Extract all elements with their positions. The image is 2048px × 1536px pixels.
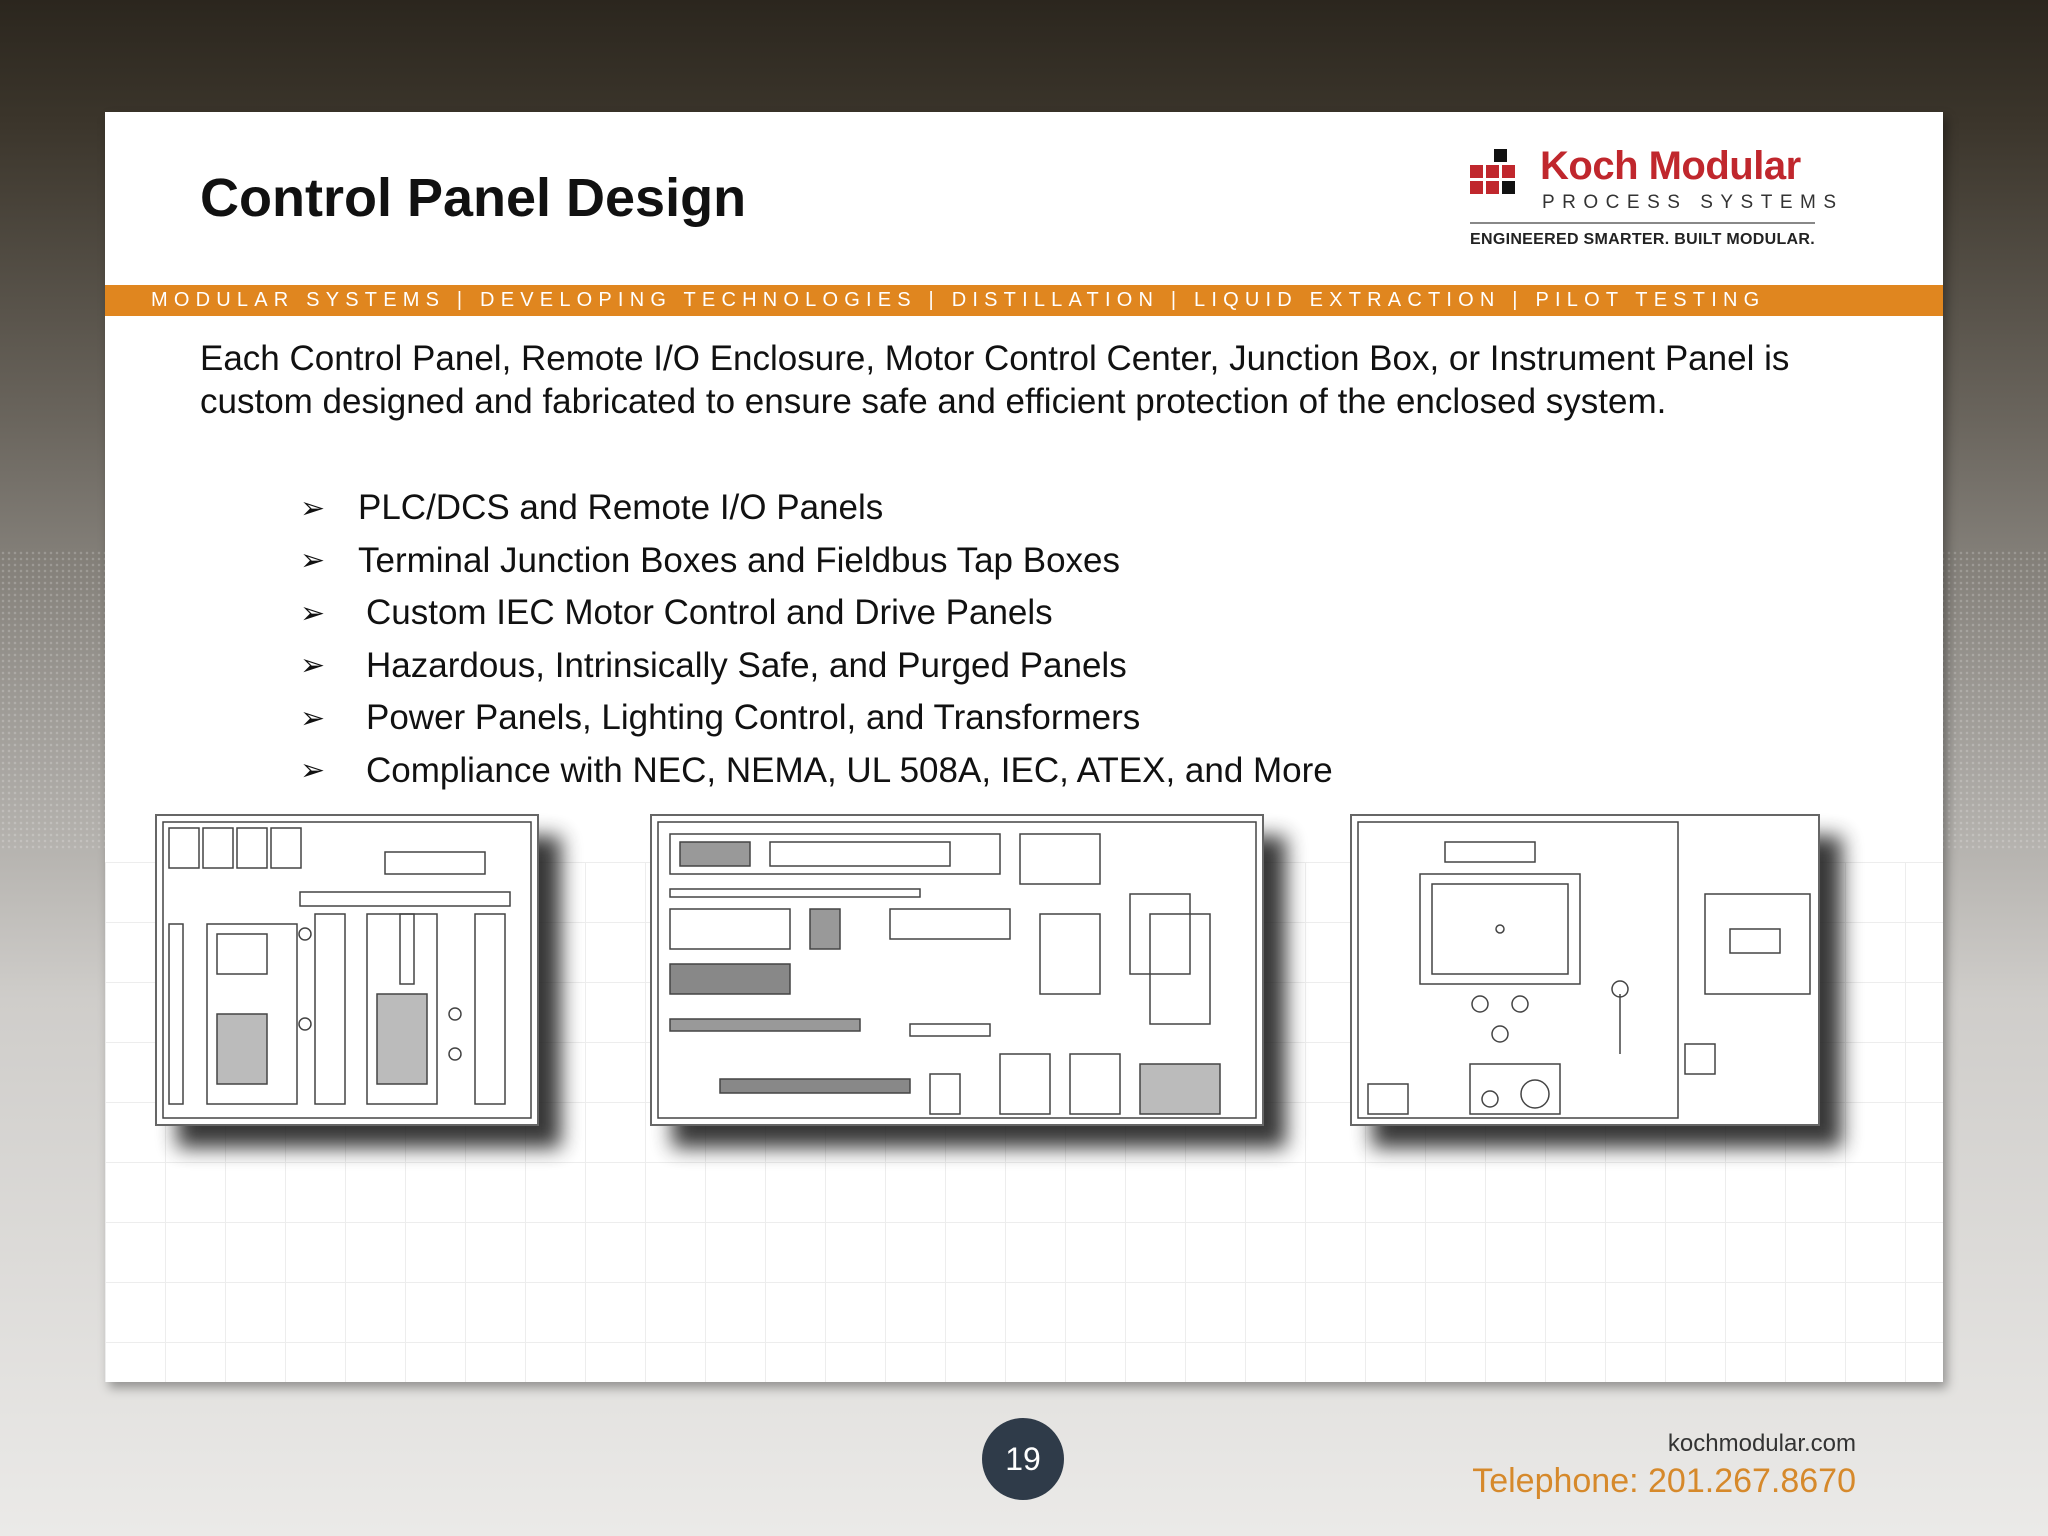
arrow-bullet-icon: ➢ <box>300 595 326 631</box>
arrow-bullet-icon: ➢ <box>300 490 326 526</box>
logo-subtitle: PROCESS SYSTEMS <box>1542 192 1844 213</box>
bullet-list <box>300 482 1333 797</box>
arrow-bullet-icon: ➢ <box>300 543 326 579</box>
list-item: ➢ Compliance with NEC, NEMA, UL 508A, IEC, ATEX, and More <box>300 750 1333 790</box>
logo-squares-icon <box>1470 149 1520 199</box>
panel-drawing-1 <box>155 814 555 1144</box>
list-item: ➢ Power Panels, Lighting Control, and Transformers <box>300 698 1141 738</box>
company-logo <box>1470 144 1850 264</box>
background-pattern-right <box>1928 550 2048 850</box>
category-band: MODULAR SYSTEMS | DEVELOPING TECHNOLOGIES | DISTILLATION | LIQUID EXTRACTION | PILOT TESTING <box>105 285 1943 316</box>
list-item: ➢ PLC/DCS and Remote I/O Panels <box>300 488 884 528</box>
list-item: ➢ Terminal Junction Boxes and Fieldbus Tap Boxes <box>300 540 1121 580</box>
logo-tagline: ENGINEERED SMARTER. BUILT MODULAR. <box>1470 231 1816 248</box>
logo-divider <box>1470 222 1815 224</box>
arrow-bullet-icon: ➢ <box>300 700 326 736</box>
slide <box>105 112 1943 1382</box>
page-number-badge: 19 <box>982 1418 1064 1500</box>
panel-drawing-2 <box>650 814 1270 1144</box>
list-item: ➢ Hazardous, Intrinsically Safe, and Purged Panels <box>300 645 1127 685</box>
arrow-bullet-icon: ➢ <box>300 753 326 789</box>
list-item: ➢ Custom IEC Motor Control and Drive Panels <box>300 593 1053 633</box>
website-link[interactable]: kochmodular.com <box>1667 1430 1856 1457</box>
panel-drawing-3 <box>1350 814 1830 1144</box>
background-pattern-left <box>0 550 120 850</box>
intro-paragraph: Each Control Panel, Remote I/O Enclosure, Motor Control Center, Junction Box, or Instrument Panel is custom designed and fabricated to ensure safe and efficient protection of the enclosed system. <box>200 339 1790 421</box>
arrow-bullet-icon: ➢ <box>300 648 326 684</box>
telephone-number: Telephone: 201.267.8670 <box>1472 1462 1856 1500</box>
logo-name: Koch Modular <box>1540 144 1801 188</box>
slide-title: Control Panel Design <box>200 168 747 228</box>
